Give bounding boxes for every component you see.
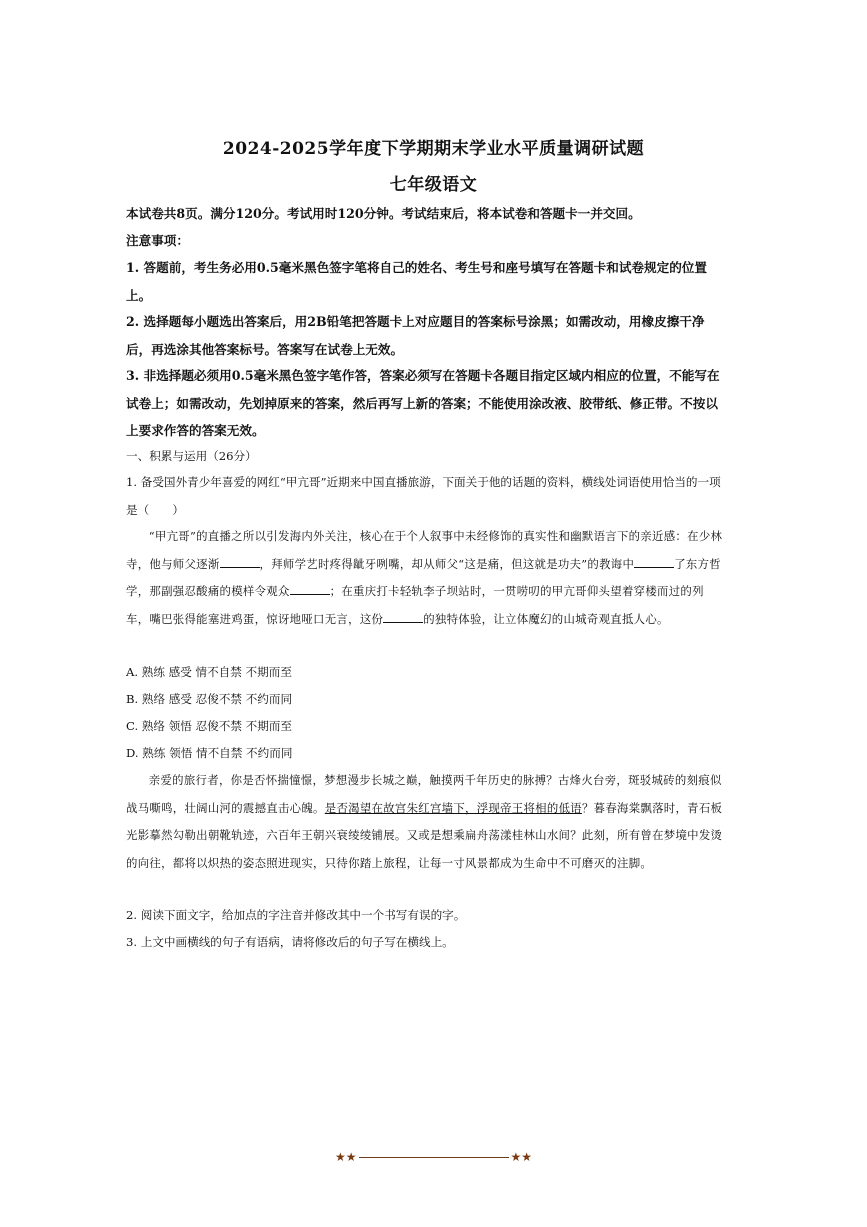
option-c: C. 熟络 领悟 忍俊不禁 不期而至 xyxy=(126,719,293,733)
answer-blank xyxy=(634,555,674,568)
exam-info: 本试卷共8页。满分120分。考试用时120分钟。考试结束后，将本试卷和答题卡一并交回。 xyxy=(126,206,641,221)
answer-blank xyxy=(220,555,260,568)
star-icon: ★★ xyxy=(510,1150,533,1164)
footer-divider xyxy=(359,1157,509,1158)
answer-blank xyxy=(383,610,423,623)
notice-rule-1: 1. 答题前，考生务必用0.5毫米黑色签字笔将自己的姓名、考生号和座号填写在答题卡和试卷规定的位置上。 xyxy=(126,260,707,303)
option-a: A. 熟练 感受 情不自禁 不期而至 xyxy=(126,665,292,679)
reading-passage: 亲爱的旅行者，你是否怀揣憧憬，梦想漫步长城之巅，触摸两千年历史的脉搏？古烽火台旁，斑驳城砖的刻痕似战马嘶鸣，壮阔山河的震撼直击心魄。是否渴望在故宫朱红宫墙下，浮现帝王将相的低语？暮春海棠飘落时，青石板光影摹然勾勒出朝靴轨迹，六百年王朝兴衰绫绫铺展。又或是想乘扁舟荡漾桂林山水间？此刻，所有曾在梦境中发烫的向往，都将以炽热的姿态照进现实，只待你踏上旅程，让每一寸风景都成为生命中不可磨灭的注脚。 xyxy=(126,773,723,870)
question-3-stem: 3. 上文中画横线的句子有语病，请将修改后的句子写在横线上。 xyxy=(126,935,454,949)
question-2-stem: 2. 阅读下面文字，给加点的字注音并修改其中一个书写有误的字。 xyxy=(126,908,466,922)
option-b: B. 熟络 感受 忍俊不禁 不约而同 xyxy=(126,692,293,706)
underlined-sentence: 是否渴望在故宫朱红宫墙下，浮现帝王将相的低语 xyxy=(324,800,582,815)
page-footer-ornament xyxy=(0,1150,867,1164)
notice-title: 注意事项： xyxy=(126,233,189,248)
notice-rule-2: 2. 选择题每小题选出答案后，用2B铅笔把答题卡上对应题目的答案标号涂黑；如需改动，用橡皮擦干净后，再选涂其他答案标号。答案写在试卷上无效。 xyxy=(126,314,705,357)
star-icon: ★★ xyxy=(334,1150,357,1164)
answer-blank xyxy=(290,582,330,595)
section-heading: 一、积累与运用（26分） xyxy=(126,449,257,463)
question-1-stem: 1. 备受国外青少年喜爱的网红“甲亢哥”近期来中国直播旅游，下面关于他的话题的资料，横线处词语使用恰当的一项是（ ） xyxy=(126,475,721,517)
notice-rule-3: 3. 非选择题必须用0.5毫米黑色签字笔作答，答案必须写在答题卡各题目指定区域内相应的位置，不能写在试卷上；如需改动，先划掉原来的答案，然后再写上新的答案；不能使用涂改液、胶带纸、修正带。不按以上要求作答的答案无效。 xyxy=(126,368,720,438)
exam-subtitle: 七年级语文 xyxy=(389,175,478,195)
question-1-passage: “甲亢哥”的直播之所以引发海内外关注，核心在于个人叙事中未经修饰的真实性和幽默语言下的亲近感：在少林寺，他与师父逐渐 ，拜师学艺时疼得龇牙咧嘴，却从师父“这是痛，但这就是功夫”的教诲中 了东方哲学，那副强忍酸痛的模样令观众 ；在重庆打卡轻轨李子坝站时，一贯唠叨的甲亢哥仰头望着穿楼而过的列车，嘴巴张得能塞进鸡蛋，惊讶地哑口无言，这份 的独特体验，让立体魔幻的山城奇观直抵人心。 xyxy=(126,529,723,626)
option-d: D. 熟练 领悟 情不自禁 不约而同 xyxy=(126,746,293,760)
exam-title: 2024-2025学年度下学期期末学业水平质量调研试题 xyxy=(222,139,645,159)
